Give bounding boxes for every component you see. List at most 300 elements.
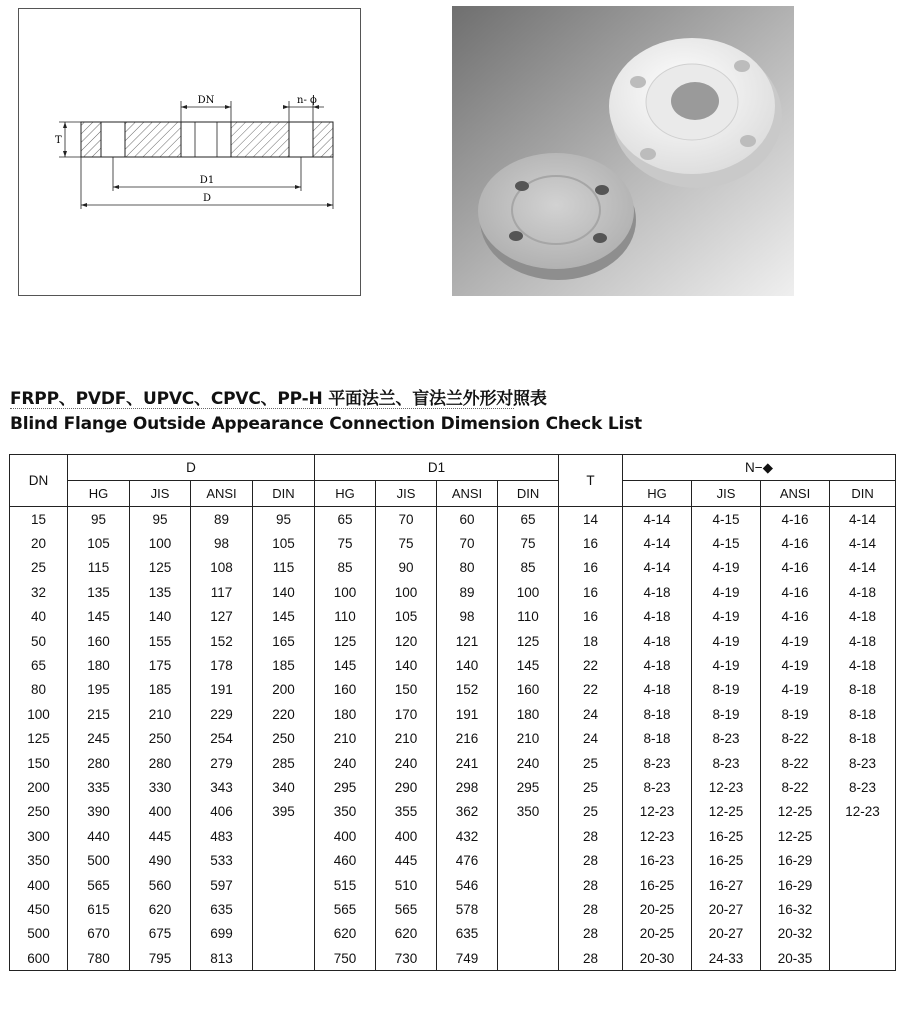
cell-dn: 40 (10, 605, 68, 629)
cell-d1-hg: 565 (315, 897, 376, 921)
cell-n-jis: 12-25 (692, 800, 761, 824)
cell-n-hg: 4-18 (623, 678, 692, 702)
cell-n-din (830, 848, 896, 872)
cell-n-jis: 4-19 (692, 653, 761, 677)
cell-t: 28 (559, 824, 623, 848)
cell-d1-din: 160 (498, 678, 559, 702)
cell-t: 24 (559, 702, 623, 726)
cell-d-jis: 330 (130, 775, 191, 799)
dimension-table (9, 454, 896, 971)
cell-n-din (830, 922, 896, 946)
cell-n-hg: 4-18 (623, 629, 692, 653)
cell-d1-jis: 400 (376, 824, 437, 848)
cell-n-jis: 8-19 (692, 702, 761, 726)
table-row (10, 629, 896, 653)
cell-t: 14 (559, 507, 623, 532)
cell-t: 28 (559, 897, 623, 921)
cell-n-din: 4-14 (830, 556, 896, 580)
cell-d-jis: 675 (130, 922, 191, 946)
cell-d-hg: 615 (68, 897, 130, 921)
cell-n-jis: 4-15 (692, 507, 761, 532)
cell-n-jis: 8-23 (692, 727, 761, 751)
d1-label: D1 (199, 175, 215, 186)
cell-d1-din: 295 (498, 775, 559, 799)
cell-n-hg: 12-23 (623, 800, 692, 824)
cell-dn: 80 (10, 678, 68, 702)
cell-d-ansi: 254 (191, 727, 253, 751)
cell-n-ansi: 4-16 (761, 531, 830, 555)
cell-d-ansi: 406 (191, 800, 253, 824)
cell-d1-din: 100 (498, 580, 559, 604)
header-d-hg: HG (68, 481, 130, 507)
cell-n-din: 8-23 (830, 751, 896, 775)
header-dn: DN (10, 455, 68, 507)
cell-n-jis: 20-27 (692, 922, 761, 946)
table-row (10, 922, 896, 946)
cell-d-ansi: 117 (191, 580, 253, 604)
cell-d1-din: 85 (498, 556, 559, 580)
cell-n-din: 12-23 (830, 800, 896, 824)
cell-dn: 450 (10, 897, 68, 921)
table-row (10, 605, 896, 629)
cell-n-ansi: 8-22 (761, 775, 830, 799)
cell-d1-din: 180 (498, 702, 559, 726)
cell-d1-hg: 180 (315, 702, 376, 726)
cell-d1-ansi: 578 (437, 897, 498, 921)
cell-dn: 600 (10, 946, 68, 971)
cell-d1-jis: 75 (376, 531, 437, 555)
cell-n-din (830, 897, 896, 921)
header-t: T (559, 455, 623, 507)
cell-d-din: 165 (253, 629, 315, 653)
table-row (10, 751, 896, 775)
cell-d1-din (498, 922, 559, 946)
flange-drawing (18, 8, 361, 296)
cell-d-din (253, 824, 315, 848)
table-row (10, 702, 896, 726)
table-row (10, 873, 896, 897)
cell-n-jis: 16-27 (692, 873, 761, 897)
header-d-ansi: ANSI (191, 481, 253, 507)
cell-d-ansi: 152 (191, 629, 253, 653)
cell-n-jis: 4-19 (692, 580, 761, 604)
cell-d-hg: 95 (68, 507, 130, 532)
table-body (10, 507, 896, 971)
cell-d1-jis: 140 (376, 653, 437, 677)
cell-n-hg: 4-14 (623, 507, 692, 532)
cell-d-jis: 175 (130, 653, 191, 677)
cell-d-jis: 400 (130, 800, 191, 824)
cell-d1-jis: 355 (376, 800, 437, 824)
cell-d-hg: 280 (68, 751, 130, 775)
cell-d1-hg: 65 (315, 507, 376, 532)
cell-d-jis: 210 (130, 702, 191, 726)
cell-d1-ansi: 70 (437, 531, 498, 555)
cell-n-ansi: 8-22 (761, 751, 830, 775)
cell-n-ansi: 8-19 (761, 702, 830, 726)
cell-n-hg: 8-23 (623, 775, 692, 799)
cell-n-din: 4-18 (830, 580, 896, 604)
header-d-jis: JIS (130, 481, 191, 507)
cell-dn: 20 (10, 531, 68, 555)
table-row (10, 848, 896, 872)
cell-d1-hg: 620 (315, 922, 376, 946)
cell-n-din: 8-18 (830, 702, 896, 726)
header-group-d1: D1 (315, 455, 559, 481)
cell-d1-ansi: 191 (437, 702, 498, 726)
cell-d1-jis: 100 (376, 580, 437, 604)
flange-photo-image (452, 6, 794, 296)
cell-d1-jis: 510 (376, 873, 437, 897)
cell-d1-hg: 110 (315, 605, 376, 629)
cell-n-jis: 16-25 (692, 824, 761, 848)
cell-n-ansi: 8-22 (761, 727, 830, 751)
cell-d-jis: 620 (130, 897, 191, 921)
cell-n-ansi: 12-25 (761, 800, 830, 824)
cell-d-din: 285 (253, 751, 315, 775)
t-label: T (55, 135, 62, 146)
cell-d-din (253, 922, 315, 946)
cell-d-hg: 565 (68, 873, 130, 897)
cell-d1-hg: 210 (315, 727, 376, 751)
cell-d1-hg: 350 (315, 800, 376, 824)
cell-d1-hg: 100 (315, 580, 376, 604)
cell-d1-jis: 620 (376, 922, 437, 946)
cell-d1-ansi: 152 (437, 678, 498, 702)
cell-n-jis: 8-23 (692, 751, 761, 775)
header-group-n: N−◆ (623, 455, 896, 481)
cell-d-din (253, 873, 315, 897)
table-row (10, 580, 896, 604)
cell-n-din: 4-18 (830, 605, 896, 629)
cell-d-jis: 795 (130, 946, 191, 971)
table-row (10, 800, 896, 824)
cell-n-din: 4-18 (830, 629, 896, 653)
cell-d1-jis: 90 (376, 556, 437, 580)
cell-d-hg: 180 (68, 653, 130, 677)
cell-n-hg: 8-23 (623, 751, 692, 775)
cell-t: 28 (559, 848, 623, 872)
cell-d-jis: 155 (130, 629, 191, 653)
cell-d1-din: 110 (498, 605, 559, 629)
cell-t: 28 (559, 873, 623, 897)
cell-n-hg: 8-18 (623, 702, 692, 726)
cell-d-din: 95 (253, 507, 315, 532)
cell-n-hg: 8-18 (623, 727, 692, 751)
cell-d1-din: 125 (498, 629, 559, 653)
cell-n-ansi: 16-29 (761, 848, 830, 872)
cell-t: 16 (559, 605, 623, 629)
cell-d-jis: 140 (130, 605, 191, 629)
cell-n-hg: 4-14 (623, 556, 692, 580)
cell-d-din: 340 (253, 775, 315, 799)
cell-n-din: 8-18 (830, 678, 896, 702)
cell-d1-din (498, 824, 559, 848)
header-n-jis: JIS (692, 481, 761, 507)
cell-n-ansi: 20-35 (761, 946, 830, 971)
cell-d-hg: 670 (68, 922, 130, 946)
cell-d-hg: 335 (68, 775, 130, 799)
cell-n-ansi: 12-25 (761, 824, 830, 848)
cell-n-jis: 24-33 (692, 946, 761, 971)
cell-dn: 125 (10, 727, 68, 751)
cell-n-hg: 20-25 (623, 897, 692, 921)
cell-d-din: 140 (253, 580, 315, 604)
cell-d1-ansi: 546 (437, 873, 498, 897)
cell-d-din: 250 (253, 727, 315, 751)
cell-d1-din: 240 (498, 751, 559, 775)
cell-d1-hg: 515 (315, 873, 376, 897)
cell-d1-jis: 240 (376, 751, 437, 775)
cell-d-ansi: 813 (191, 946, 253, 971)
cell-n-hg: 16-25 (623, 873, 692, 897)
cell-d-hg: 145 (68, 605, 130, 629)
cell-d-jis: 125 (130, 556, 191, 580)
title-english: Blind Flange Outside Appearance Connection Dimension Check List (10, 414, 642, 434)
cell-n-ansi: 16-32 (761, 897, 830, 921)
cell-d-hg: 500 (68, 848, 130, 872)
cell-dn: 300 (10, 824, 68, 848)
header-n-din: DIN (830, 481, 896, 507)
cell-d-din (253, 946, 315, 971)
cell-n-jis: 4-15 (692, 531, 761, 555)
cell-d-hg: 105 (68, 531, 130, 555)
cell-d1-jis: 290 (376, 775, 437, 799)
cell-d1-hg: 75 (315, 531, 376, 555)
title-divider (10, 408, 514, 409)
cell-d-din: 115 (253, 556, 315, 580)
cell-dn: 350 (10, 848, 68, 872)
cell-n-jis: 4-19 (692, 605, 761, 629)
cell-n-ansi: 4-16 (761, 507, 830, 532)
cell-t: 25 (559, 800, 623, 824)
cell-d1-ansi: 89 (437, 580, 498, 604)
cell-d1-hg: 85 (315, 556, 376, 580)
cell-d1-ansi: 432 (437, 824, 498, 848)
cell-d-hg: 135 (68, 580, 130, 604)
cell-n-jis: 4-19 (692, 629, 761, 653)
table-row (10, 678, 896, 702)
cell-n-din: 4-18 (830, 653, 896, 677)
header-group-d: D (68, 455, 315, 481)
cell-d1-hg: 750 (315, 946, 376, 971)
cell-d1-hg: 145 (315, 653, 376, 677)
cell-d1-ansi: 98 (437, 605, 498, 629)
cell-t: 18 (559, 629, 623, 653)
cell-d-jis: 445 (130, 824, 191, 848)
cell-n-ansi: 20-32 (761, 922, 830, 946)
cell-dn: 500 (10, 922, 68, 946)
cell-d-ansi: 89 (191, 507, 253, 532)
n-phi-label: n- ϕ (297, 95, 317, 106)
cell-d-ansi: 635 (191, 897, 253, 921)
cell-n-ansi: 4-16 (761, 580, 830, 604)
cell-n-jis: 4-19 (692, 556, 761, 580)
cell-n-jis: 8-19 (692, 678, 761, 702)
cell-d1-ansi: 635 (437, 922, 498, 946)
cell-dn: 15 (10, 507, 68, 532)
cell-d1-jis: 210 (376, 727, 437, 751)
cell-t: 22 (559, 678, 623, 702)
cell-d-jis: 135 (130, 580, 191, 604)
cell-d-jis: 250 (130, 727, 191, 751)
cell-n-ansi: 4-19 (761, 653, 830, 677)
cell-n-din: 4-14 (830, 507, 896, 532)
cell-dn: 250 (10, 800, 68, 824)
cell-t: 16 (559, 531, 623, 555)
cell-d1-ansi: 298 (437, 775, 498, 799)
cell-d-hg: 390 (68, 800, 130, 824)
table-row (10, 775, 896, 799)
cell-d-din: 185 (253, 653, 315, 677)
cell-d-jis: 280 (130, 751, 191, 775)
table-standards-header (10, 481, 896, 507)
cell-dn: 32 (10, 580, 68, 604)
cell-n-din (830, 946, 896, 971)
cell-d1-jis: 70 (376, 507, 437, 532)
cell-d-hg: 115 (68, 556, 130, 580)
cell-n-din (830, 824, 896, 848)
table-row (10, 946, 896, 971)
cell-n-din (830, 873, 896, 897)
cell-d1-hg: 460 (315, 848, 376, 872)
cell-d1-ansi: 216 (437, 727, 498, 751)
table-row (10, 824, 896, 848)
cell-d-jis: 185 (130, 678, 191, 702)
cell-n-din: 8-23 (830, 775, 896, 799)
cell-n-ansi: 16-29 (761, 873, 830, 897)
cell-d-ansi: 533 (191, 848, 253, 872)
cell-n-jis: 16-25 (692, 848, 761, 872)
cell-d1-din: 145 (498, 653, 559, 677)
cell-d1-hg: 240 (315, 751, 376, 775)
cell-d1-jis: 150 (376, 678, 437, 702)
table-row (10, 531, 896, 555)
cell-d-hg: 195 (68, 678, 130, 702)
cell-d-din: 220 (253, 702, 315, 726)
cell-dn: 150 (10, 751, 68, 775)
cell-t: 24 (559, 727, 623, 751)
cell-d1-ansi: 60 (437, 507, 498, 532)
cell-d-ansi: 699 (191, 922, 253, 946)
cell-d-ansi: 483 (191, 824, 253, 848)
header-n-hg: HG (623, 481, 692, 507)
header-d1-ansi: ANSI (437, 481, 498, 507)
cell-d1-din: 350 (498, 800, 559, 824)
cell-t: 16 (559, 556, 623, 580)
cell-d-jis: 100 (130, 531, 191, 555)
cell-d-din (253, 848, 315, 872)
cell-d-din (253, 897, 315, 921)
cell-d1-din (498, 897, 559, 921)
cell-d-hg: 215 (68, 702, 130, 726)
cell-n-din: 4-14 (830, 531, 896, 555)
cell-dn: 65 (10, 653, 68, 677)
table-row (10, 727, 896, 751)
cell-d-jis: 560 (130, 873, 191, 897)
cell-dn: 100 (10, 702, 68, 726)
cell-d1-hg: 160 (315, 678, 376, 702)
header-d1-jis: JIS (376, 481, 437, 507)
table-row (10, 556, 896, 580)
cell-n-hg: 20-30 (623, 946, 692, 971)
cell-n-ansi: 4-16 (761, 605, 830, 629)
table-row (10, 507, 896, 532)
cell-d-ansi: 597 (191, 873, 253, 897)
cell-d-ansi: 191 (191, 678, 253, 702)
cell-d-hg: 160 (68, 629, 130, 653)
cell-d1-ansi: 241 (437, 751, 498, 775)
cell-d1-ansi: 362 (437, 800, 498, 824)
cell-d1-hg: 400 (315, 824, 376, 848)
cell-d1-jis: 445 (376, 848, 437, 872)
dn-label: DN (197, 95, 215, 106)
cell-d-din: 200 (253, 678, 315, 702)
cell-d1-jis: 120 (376, 629, 437, 653)
cell-n-ansi: 4-19 (761, 678, 830, 702)
cell-d1-jis: 170 (376, 702, 437, 726)
cell-n-hg: 4-18 (623, 580, 692, 604)
cell-d1-jis: 565 (376, 897, 437, 921)
table-row (10, 897, 896, 921)
cell-t: 28 (559, 922, 623, 946)
cell-n-ansi: 4-19 (761, 629, 830, 653)
cell-d-din: 395 (253, 800, 315, 824)
cell-dn: 200 (10, 775, 68, 799)
cell-dn: 400 (10, 873, 68, 897)
cell-n-hg: 4-18 (623, 653, 692, 677)
cell-t: 25 (559, 775, 623, 799)
cell-d1-hg: 295 (315, 775, 376, 799)
cell-d1-jis: 730 (376, 946, 437, 971)
d-label: D (202, 193, 212, 204)
cell-d-ansi: 178 (191, 653, 253, 677)
cell-d-ansi: 279 (191, 751, 253, 775)
cell-d-hg: 780 (68, 946, 130, 971)
cell-d1-jis: 105 (376, 605, 437, 629)
cell-n-jis: 20-27 (692, 897, 761, 921)
cell-n-hg: 4-14 (623, 531, 692, 555)
cell-d-ansi: 108 (191, 556, 253, 580)
cell-d1-din: 210 (498, 727, 559, 751)
header-d1-hg: HG (315, 481, 376, 507)
cell-d-hg: 440 (68, 824, 130, 848)
cell-d1-hg: 125 (315, 629, 376, 653)
cell-t: 22 (559, 653, 623, 677)
cell-d-jis: 490 (130, 848, 191, 872)
cell-n-hg: 12-23 (623, 824, 692, 848)
cell-dn: 25 (10, 556, 68, 580)
cell-n-hg: 4-18 (623, 605, 692, 629)
cell-d-ansi: 229 (191, 702, 253, 726)
cell-t: 25 (559, 751, 623, 775)
cell-n-hg: 20-25 (623, 922, 692, 946)
cell-d-ansi: 98 (191, 531, 253, 555)
cell-d-din: 105 (253, 531, 315, 555)
header-d-din: DIN (253, 481, 315, 507)
table-group-header (10, 455, 896, 481)
cell-n-jis: 12-23 (692, 775, 761, 799)
cell-d-hg: 245 (68, 727, 130, 751)
cell-d-ansi: 127 (191, 605, 253, 629)
cell-n-ansi: 4-16 (761, 556, 830, 580)
cell-d1-ansi: 121 (437, 629, 498, 653)
cell-dn: 50 (10, 629, 68, 653)
cell-d1-ansi: 476 (437, 848, 498, 872)
header-n-ansi: ANSI (761, 481, 830, 507)
cell-d1-ansi: 80 (437, 556, 498, 580)
cell-d-din: 145 (253, 605, 315, 629)
